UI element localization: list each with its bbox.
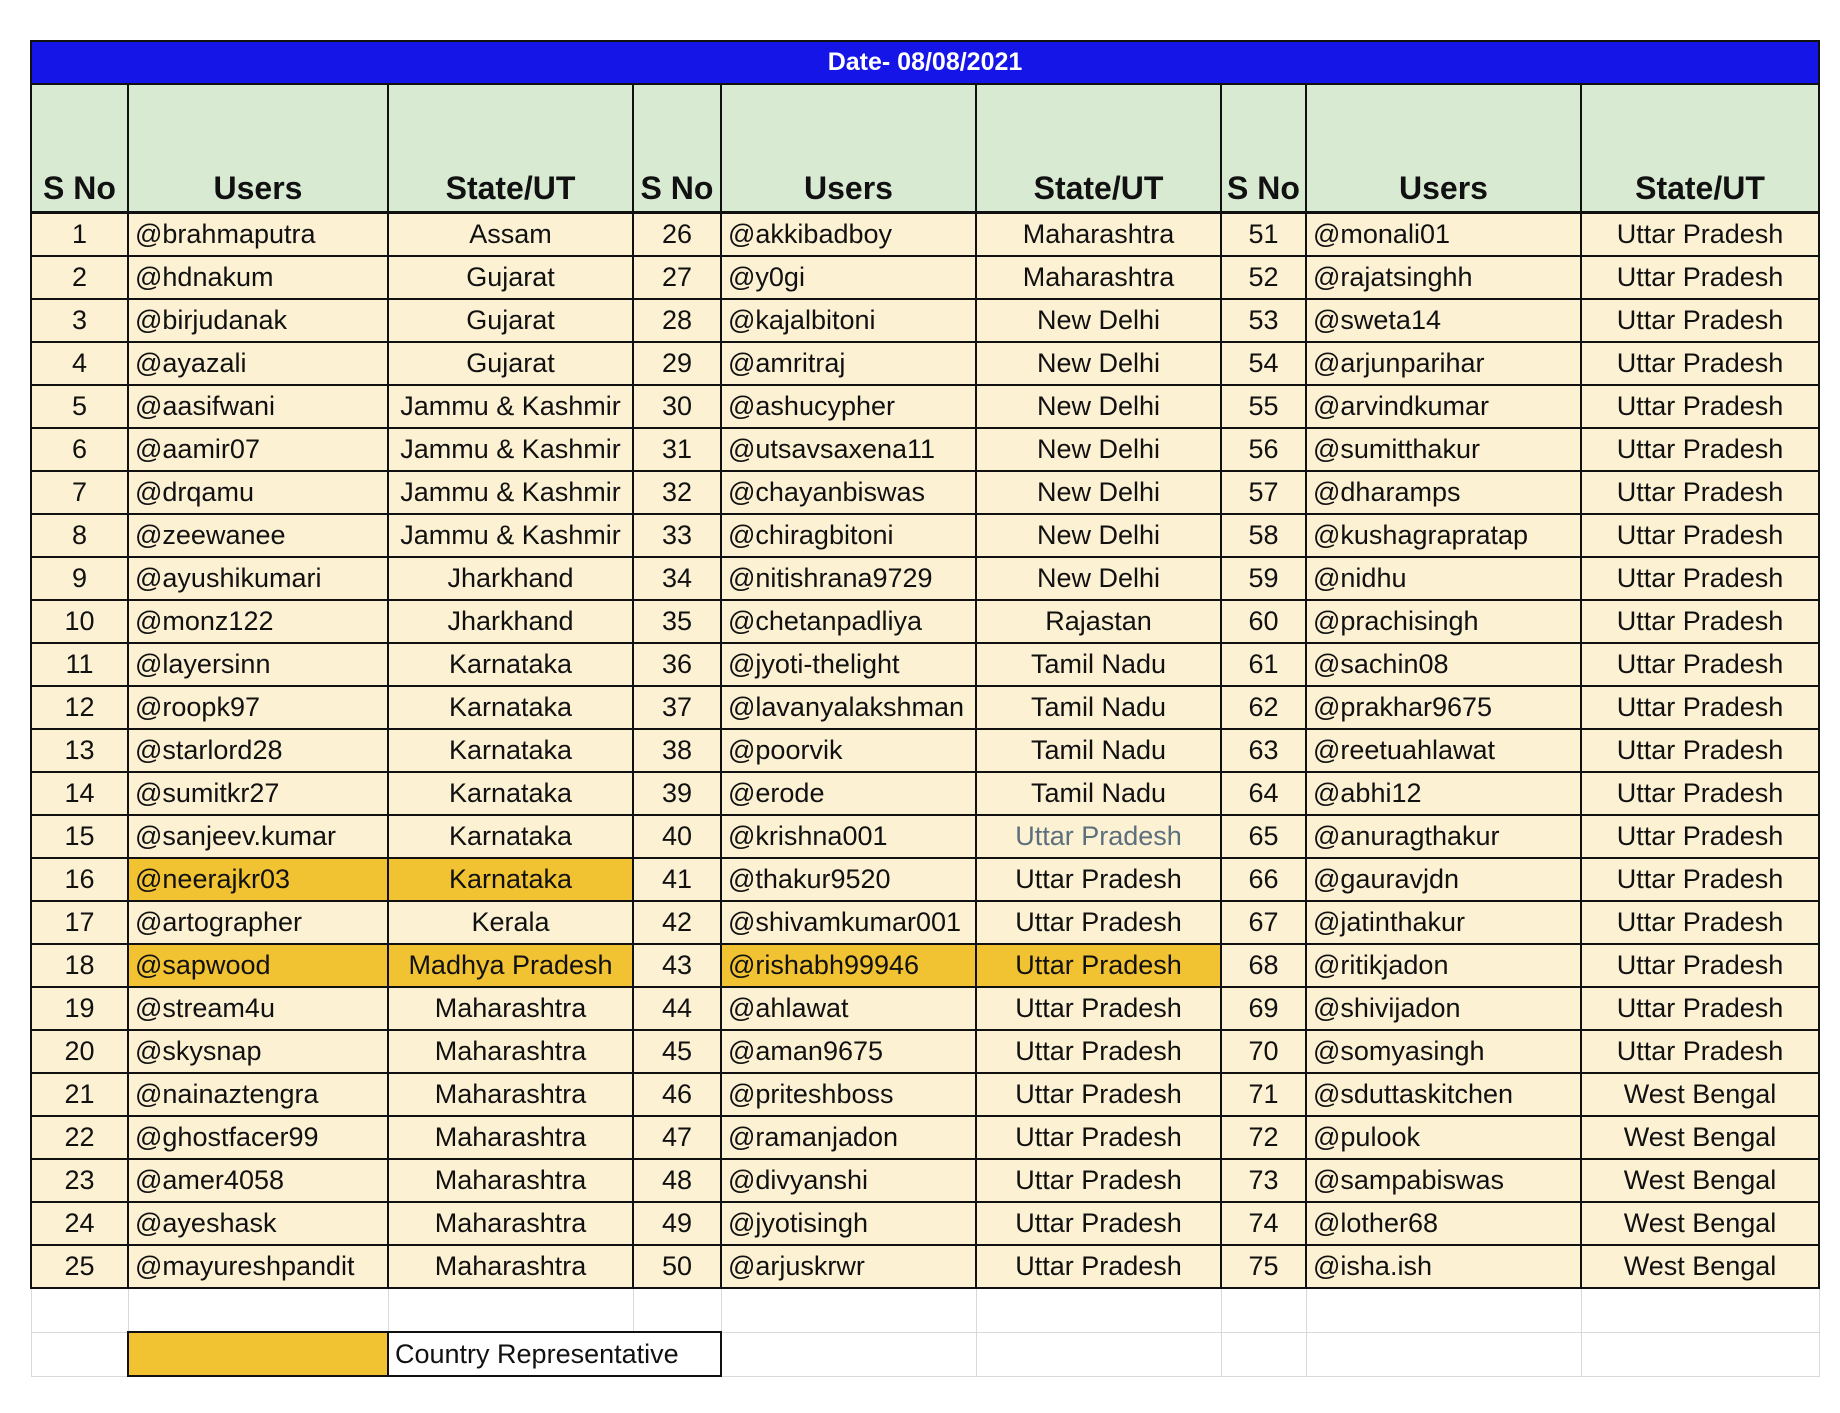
user-cell[interactable]: @anuragthakur	[1306, 815, 1581, 858]
sheet-title: Date- 08/08/2021	[31, 41, 1819, 84]
state-cell[interactable]: Tamil Nadu	[976, 772, 1221, 815]
user-cell[interactable]: @monali01	[1306, 213, 1581, 257]
table-row	[31, 772, 1819, 815]
user-cell[interactable]: @prachisingh	[1306, 600, 1581, 643]
sno-cell[interactable]: 46	[633, 1073, 721, 1116]
sno-cell[interactable]: 73	[1221, 1159, 1306, 1202]
state-cell[interactable]: Maharashtra	[388, 1116, 633, 1159]
table-row	[31, 901, 1819, 944]
state-cell[interactable]: Maharashtra	[388, 1073, 633, 1116]
user-cell[interactable]: @prakhar9675	[1306, 686, 1581, 729]
user-cell[interactable]: @amritraj	[721, 342, 976, 385]
sno-cell[interactable]: 41	[633, 858, 721, 901]
header-users: Users	[128, 84, 388, 213]
sno-cell[interactable]: 33	[633, 514, 721, 557]
table-row	[31, 213, 1819, 257]
empty-cell[interactable]	[976, 1332, 1221, 1376]
sno-cell[interactable]: 30	[633, 385, 721, 428]
user-cell[interactable]: @krishna001	[721, 815, 976, 858]
user-cell[interactable]: @sampabiswas	[1306, 1159, 1581, 1202]
sno-cell[interactable]: 62	[1221, 686, 1306, 729]
title-row	[31, 41, 1819, 84]
user-cell[interactable]: @ashucypher	[721, 385, 976, 428]
sno-cell[interactable]: 23	[31, 1159, 128, 1202]
sno-cell[interactable]: 43	[633, 944, 721, 987]
table-row	[31, 858, 1819, 901]
sno-cell[interactable]: 34	[633, 557, 721, 600]
state-cell[interactable]: Jammu & Kashmir	[388, 428, 633, 471]
user-cell[interactable]: @nidhu	[1306, 557, 1581, 600]
empty-cell[interactable]	[31, 1288, 128, 1332]
sno-cell[interactable]: 39	[633, 772, 721, 815]
sno-cell[interactable]: 26	[633, 213, 721, 257]
state-cell[interactable]: Uttar Pradesh	[1581, 256, 1819, 299]
state-cell[interactable]: New Delhi	[976, 428, 1221, 471]
state-cell[interactable]: Tamil Nadu	[976, 686, 1221, 729]
state-cell[interactable]: Uttar Pradesh	[1581, 901, 1819, 944]
table-row	[31, 987, 1819, 1030]
user-cell[interactable]: @chetanpadliya	[721, 600, 976, 643]
sno-cell[interactable]: 8	[31, 514, 128, 557]
sno-cell[interactable]: 7	[31, 471, 128, 514]
sno-cell[interactable]: 49	[633, 1202, 721, 1245]
state-cell[interactable]: Madhya Pradesh	[388, 944, 633, 987]
sno-cell[interactable]: 31	[633, 428, 721, 471]
legend-row	[31, 1332, 1819, 1376]
user-cell[interactable]: @monz122	[128, 600, 388, 643]
state-cell[interactable]: Tamil Nadu	[976, 643, 1221, 686]
state-cell[interactable]: Karnataka	[388, 815, 633, 858]
sno-cell[interactable]: 44	[633, 987, 721, 1030]
state-cell[interactable]: Jharkhand	[388, 600, 633, 643]
sno-cell[interactable]: 60	[1221, 600, 1306, 643]
sno-cell[interactable]: 3	[31, 299, 128, 342]
sno-cell[interactable]: 59	[1221, 557, 1306, 600]
state-cell[interactable]: Gujarat	[388, 256, 633, 299]
sno-cell[interactable]: 64	[1221, 772, 1306, 815]
user-cell[interactable]: @amer4058	[128, 1159, 388, 1202]
state-cell[interactable]: Uttar Pradesh	[1581, 944, 1819, 987]
sno-cell[interactable]: 17	[31, 901, 128, 944]
table-row	[31, 1116, 1819, 1159]
sno-cell[interactable]: 37	[633, 686, 721, 729]
state-cell[interactable]: Maharashtra	[388, 1030, 633, 1073]
sno-cell[interactable]: 5	[31, 385, 128, 428]
legend-swatch	[128, 1332, 388, 1376]
user-cell[interactable]: @erode	[721, 772, 976, 815]
state-cell[interactable]: West Bengal	[1581, 1202, 1819, 1245]
sno-cell[interactable]: 71	[1221, 1073, 1306, 1116]
state-cell[interactable]: Uttar Pradesh	[1581, 600, 1819, 643]
user-cell[interactable]: @jatinthakur	[1306, 901, 1581, 944]
state-cell[interactable]: Assam	[388, 213, 633, 257]
empty-row	[31, 1288, 1819, 1332]
user-cell[interactable]: @reetuahlawat	[1306, 729, 1581, 772]
sno-cell[interactable]: 69	[1221, 987, 1306, 1030]
sno-cell[interactable]: 13	[31, 729, 128, 772]
sno-cell[interactable]: 11	[31, 643, 128, 686]
sno-cell[interactable]: 9	[31, 557, 128, 600]
user-cell[interactable]: @sumitthakur	[1306, 428, 1581, 471]
sno-cell[interactable]: 35	[633, 600, 721, 643]
sno-cell[interactable]: 57	[1221, 471, 1306, 514]
sno-cell[interactable]: 24	[31, 1202, 128, 1245]
legend-label: Country Representative	[388, 1332, 721, 1376]
user-cell[interactable]: @brahmaputra	[128, 213, 388, 257]
state-cell[interactable]: Maharashtra	[388, 1245, 633, 1288]
empty-cell[interactable]	[1221, 1288, 1306, 1332]
user-cell[interactable]: @ayazali	[128, 342, 388, 385]
state-cell[interactable]: Uttar Pradesh	[976, 1159, 1221, 1202]
user-cell[interactable]: @aman9675	[721, 1030, 976, 1073]
user-cell[interactable]: @skysnap	[128, 1030, 388, 1073]
state-cell[interactable]: West Bengal	[1581, 1159, 1819, 1202]
state-cell[interactable]: Uttar Pradesh	[976, 858, 1221, 901]
sno-cell[interactable]: 58	[1221, 514, 1306, 557]
state-cell[interactable]: Uttar Pradesh	[1581, 815, 1819, 858]
state-cell[interactable]: Jammu & Kashmir	[388, 514, 633, 557]
sno-cell[interactable]: 42	[633, 901, 721, 944]
empty-cell[interactable]	[721, 1332, 976, 1376]
user-cell[interactable]: @starlord28	[128, 729, 388, 772]
state-cell[interactable]: Uttar Pradesh	[1581, 772, 1819, 815]
state-cell[interactable]: West Bengal	[1581, 1116, 1819, 1159]
sno-cell[interactable]: 4	[31, 342, 128, 385]
user-cell[interactable]: @priteshboss	[721, 1073, 976, 1116]
sno-cell[interactable]: 48	[633, 1159, 721, 1202]
sno-cell[interactable]: 29	[633, 342, 721, 385]
sno-cell[interactable]: 55	[1221, 385, 1306, 428]
user-cell[interactable]: @ramanjadon	[721, 1116, 976, 1159]
user-cell[interactable]: @stream4u	[128, 987, 388, 1030]
state-cell[interactable]: West Bengal	[1581, 1245, 1819, 1288]
header-state: State/UT	[388, 84, 633, 213]
user-cell[interactable]: @sachin08	[1306, 643, 1581, 686]
user-cell[interactable]: @shivijadon	[1306, 987, 1581, 1030]
state-cell[interactable]: Uttar Pradesh	[1581, 729, 1819, 772]
table-row	[31, 643, 1819, 686]
sno-cell[interactable]: 14	[31, 772, 128, 815]
sno-cell[interactable]: 66	[1221, 858, 1306, 901]
table-row	[31, 944, 1819, 987]
sno-cell[interactable]: 19	[31, 987, 128, 1030]
user-cell[interactable]: @dharamps	[1306, 471, 1581, 514]
state-cell[interactable]: Jammu & Kashmir	[388, 471, 633, 514]
sno-cell[interactable]: 25	[31, 1245, 128, 1288]
header-sno: S No	[633, 84, 721, 213]
sno-cell[interactable]: 27	[633, 256, 721, 299]
user-cell[interactable]: @ayushikumari	[128, 557, 388, 600]
empty-cell[interactable]	[1306, 1332, 1581, 1376]
sno-cell[interactable]: 32	[633, 471, 721, 514]
state-cell[interactable]: Maharashtra	[976, 213, 1221, 257]
state-cell[interactable]: Maharashtra	[388, 1202, 633, 1245]
user-cell[interactable]: @ahlawat	[721, 987, 976, 1030]
table-row	[31, 1159, 1819, 1202]
state-cell[interactable]: Uttar Pradesh	[1581, 987, 1819, 1030]
users-table	[30, 40, 1820, 1377]
sno-cell[interactable]: 75	[1221, 1245, 1306, 1288]
user-cell[interactable]: @poorvik	[721, 729, 976, 772]
user-cell[interactable]: @shivamkumar001	[721, 901, 976, 944]
user-cell[interactable]: @layersinn	[128, 643, 388, 686]
user-cell[interactable]: @ritikjadon	[1306, 944, 1581, 987]
table-row	[31, 256, 1819, 299]
user-cell[interactable]: @akkibadboy	[721, 213, 976, 257]
table-row	[31, 385, 1819, 428]
state-cell[interactable]: Uttar Pradesh	[1581, 1030, 1819, 1073]
header-state: State/UT	[976, 84, 1221, 213]
sno-cell[interactable]: 22	[31, 1116, 128, 1159]
user-cell[interactable]: @pulook	[1306, 1116, 1581, 1159]
user-cell[interactable]: @arjunparihar	[1306, 342, 1581, 385]
user-cell[interactable]: @neerajkr03	[128, 858, 388, 901]
sno-cell[interactable]: 10	[31, 600, 128, 643]
table-row	[31, 600, 1819, 643]
state-cell[interactable]: New Delhi	[976, 385, 1221, 428]
state-cell[interactable]: Uttar Pradesh	[1581, 514, 1819, 557]
table-row	[31, 1202, 1819, 1245]
table-row	[31, 1030, 1819, 1073]
state-cell[interactable]: Uttar Pradesh	[1581, 299, 1819, 342]
state-cell[interactable]: Jammu & Kashmir	[388, 385, 633, 428]
user-cell[interactable]: @birjudanak	[128, 299, 388, 342]
state-cell[interactable]: Uttar Pradesh	[1581, 557, 1819, 600]
state-cell[interactable]: New Delhi	[976, 471, 1221, 514]
user-cell[interactable]: @kajalbitoni	[721, 299, 976, 342]
user-cell[interactable]: @kushagrapratap	[1306, 514, 1581, 557]
sno-cell[interactable]: 56	[1221, 428, 1306, 471]
state-cell[interactable]: Uttar Pradesh	[1581, 213, 1819, 257]
state-cell[interactable]: Uttar Pradesh	[976, 944, 1221, 987]
user-cell[interactable]: @sanjeev.kumar	[128, 815, 388, 858]
sno-cell[interactable]: 50	[633, 1245, 721, 1288]
sno-cell[interactable]: 67	[1221, 901, 1306, 944]
user-cell[interactable]: @artographer	[128, 901, 388, 944]
sno-cell[interactable]: 74	[1221, 1202, 1306, 1245]
user-cell[interactable]: @arjuskrwr	[721, 1245, 976, 1288]
user-cell[interactable]: @lother68	[1306, 1202, 1581, 1245]
table-row	[31, 686, 1819, 729]
sno-cell[interactable]: 52	[1221, 256, 1306, 299]
user-cell[interactable]: @divyanshi	[721, 1159, 976, 1202]
state-cell[interactable]: Uttar Pradesh	[976, 987, 1221, 1030]
state-cell[interactable]: West Bengal	[1581, 1073, 1819, 1116]
user-cell[interactable]: @lavanyalakshman	[721, 686, 976, 729]
state-cell[interactable]: Kerala	[388, 901, 633, 944]
user-cell[interactable]: @ayeshask	[128, 1202, 388, 1245]
state-cell[interactable]: Maharashtra	[388, 1159, 633, 1202]
table-row	[31, 514, 1819, 557]
user-cell[interactable]: @rajatsinghh	[1306, 256, 1581, 299]
header-sno: S No	[1221, 84, 1306, 213]
user-cell[interactable]: @nainaztengra	[128, 1073, 388, 1116]
state-cell[interactable]: Karnataka	[388, 643, 633, 686]
sno-cell[interactable]: 61	[1221, 643, 1306, 686]
user-cell[interactable]: @hdnakum	[128, 256, 388, 299]
state-cell[interactable]: New Delhi	[976, 342, 1221, 385]
sno-cell[interactable]: 47	[633, 1116, 721, 1159]
table-row	[31, 299, 1819, 342]
user-cell[interactable]: @roopk97	[128, 686, 388, 729]
state-cell[interactable]: Tamil Nadu	[976, 729, 1221, 772]
state-cell[interactable]: Uttar Pradesh	[1581, 686, 1819, 729]
user-cell[interactable]: @isha.ish	[1306, 1245, 1581, 1288]
sno-cell[interactable]: 70	[1221, 1030, 1306, 1073]
user-cell[interactable]: @somyasingh	[1306, 1030, 1581, 1073]
state-cell[interactable]: Uttar Pradesh	[1581, 385, 1819, 428]
sno-cell[interactable]: 65	[1221, 815, 1306, 858]
user-cell[interactable]: @jyotisingh	[721, 1202, 976, 1245]
state-cell[interactable]: Uttar Pradesh	[1581, 471, 1819, 514]
state-cell[interactable]: Uttar Pradesh	[976, 1030, 1221, 1073]
state-cell[interactable]: Uttar Pradesh	[976, 1245, 1221, 1288]
state-cell[interactable]: New Delhi	[976, 299, 1221, 342]
sno-cell[interactable]: 20	[31, 1030, 128, 1073]
empty-cell[interactable]	[1306, 1288, 1581, 1332]
user-cell[interactable]: @jyoti-thelight	[721, 643, 976, 686]
state-cell[interactable]: Karnataka	[388, 858, 633, 901]
empty-cell[interactable]	[31, 1332, 128, 1376]
user-cell[interactable]: @aasifwani	[128, 385, 388, 428]
user-cell[interactable]: @abhi12	[1306, 772, 1581, 815]
state-cell[interactable]: Uttar Pradesh	[976, 815, 1221, 858]
empty-cell[interactable]	[1581, 1288, 1819, 1332]
state-cell[interactable]: Uttar Pradesh	[1581, 428, 1819, 471]
user-cell[interactable]: @y0gi	[721, 256, 976, 299]
state-cell[interactable]: Uttar Pradesh	[976, 901, 1221, 944]
sno-cell[interactable]: 36	[633, 643, 721, 686]
table-row	[31, 557, 1819, 600]
sno-cell[interactable]: 15	[31, 815, 128, 858]
header-users: Users	[721, 84, 976, 213]
state-cell[interactable]: Rajastan	[976, 600, 1221, 643]
state-cell[interactable]: Uttar Pradesh	[1581, 858, 1819, 901]
empty-cell[interactable]	[1221, 1332, 1306, 1376]
sno-cell[interactable]: 38	[633, 729, 721, 772]
state-cell[interactable]: Uttar Pradesh	[976, 1116, 1221, 1159]
sno-cell[interactable]: 68	[1221, 944, 1306, 987]
state-cell[interactable]: Gujarat	[388, 299, 633, 342]
table-row	[31, 729, 1819, 772]
sno-cell[interactable]: 51	[1221, 213, 1306, 257]
table-row	[31, 471, 1819, 514]
table-row	[31, 1245, 1819, 1288]
empty-cell[interactable]	[128, 1288, 388, 1332]
header-row	[31, 84, 1819, 213]
user-cell[interactable]: @utsavsaxena11	[721, 428, 976, 471]
user-cell[interactable]: @zeewanee	[128, 514, 388, 557]
user-list-sheet	[30, 40, 1818, 1377]
sno-cell[interactable]: 21	[31, 1073, 128, 1116]
sno-cell[interactable]: 6	[31, 428, 128, 471]
user-cell[interactable]: @sduttaskitchen	[1306, 1073, 1581, 1116]
sno-cell[interactable]: 53	[1221, 299, 1306, 342]
user-cell[interactable]: @gauravjdn	[1306, 858, 1581, 901]
state-cell[interactable]: Jharkhand	[388, 557, 633, 600]
state-cell[interactable]: Uttar Pradesh	[976, 1073, 1221, 1116]
sno-cell[interactable]: 16	[31, 858, 128, 901]
user-cell[interactable]: @rishabh99946	[721, 944, 976, 987]
user-cell[interactable]: @thakur9520	[721, 858, 976, 901]
state-cell[interactable]: New Delhi	[976, 514, 1221, 557]
state-cell[interactable]: Uttar Pradesh	[1581, 342, 1819, 385]
user-cell[interactable]: @nitishrana9729	[721, 557, 976, 600]
state-cell[interactable]: Maharashtra	[976, 256, 1221, 299]
user-cell[interactable]: @sweta14	[1306, 299, 1581, 342]
sno-cell[interactable]: 12	[31, 686, 128, 729]
sno-cell[interactable]: 63	[1221, 729, 1306, 772]
sno-cell[interactable]: 28	[633, 299, 721, 342]
user-cell[interactable]: @arvindkumar	[1306, 385, 1581, 428]
table-row	[31, 342, 1819, 385]
sno-cell[interactable]: 54	[1221, 342, 1306, 385]
user-cell[interactable]: @sapwood	[128, 944, 388, 987]
user-cell[interactable]: @sumitkr27	[128, 772, 388, 815]
table-row	[31, 1073, 1819, 1116]
table-row	[31, 815, 1819, 858]
user-cell[interactable]: @chiragbitoni	[721, 514, 976, 557]
header-users: Users	[1306, 84, 1581, 213]
state-cell[interactable]: Maharashtra	[388, 987, 633, 1030]
state-cell[interactable]: Uttar Pradesh	[1581, 643, 1819, 686]
user-cell[interactable]: @ghostfacer99	[128, 1116, 388, 1159]
user-cell[interactable]: @drqamu	[128, 471, 388, 514]
sno-cell[interactable]: 45	[633, 1030, 721, 1073]
header-state: State/UT	[1581, 84, 1819, 213]
empty-cell[interactable]	[976, 1288, 1221, 1332]
state-cell[interactable]: Gujarat	[388, 342, 633, 385]
sno-cell[interactable]: 72	[1221, 1116, 1306, 1159]
empty-cell[interactable]	[388, 1288, 633, 1332]
state-cell[interactable]: Karnataka	[388, 729, 633, 772]
empty-cell[interactable]	[633, 1288, 721, 1332]
sno-cell[interactable]: 18	[31, 944, 128, 987]
state-cell[interactable]: New Delhi	[976, 557, 1221, 600]
state-cell[interactable]: Karnataka	[388, 772, 633, 815]
sno-cell[interactable]: 2	[31, 256, 128, 299]
user-cell[interactable]: @mayureshpandit	[128, 1245, 388, 1288]
sno-cell[interactable]: 40	[633, 815, 721, 858]
empty-cell[interactable]	[1581, 1332, 1819, 1376]
table-row	[31, 428, 1819, 471]
user-cell[interactable]: @chayanbiswas	[721, 471, 976, 514]
header-sno: S No	[31, 84, 128, 213]
state-cell[interactable]: Karnataka	[388, 686, 633, 729]
empty-cell[interactable]	[721, 1288, 976, 1332]
state-cell[interactable]: Uttar Pradesh	[976, 1202, 1221, 1245]
sno-cell[interactable]: 1	[31, 213, 128, 257]
user-cell[interactable]: @aamir07	[128, 428, 388, 471]
